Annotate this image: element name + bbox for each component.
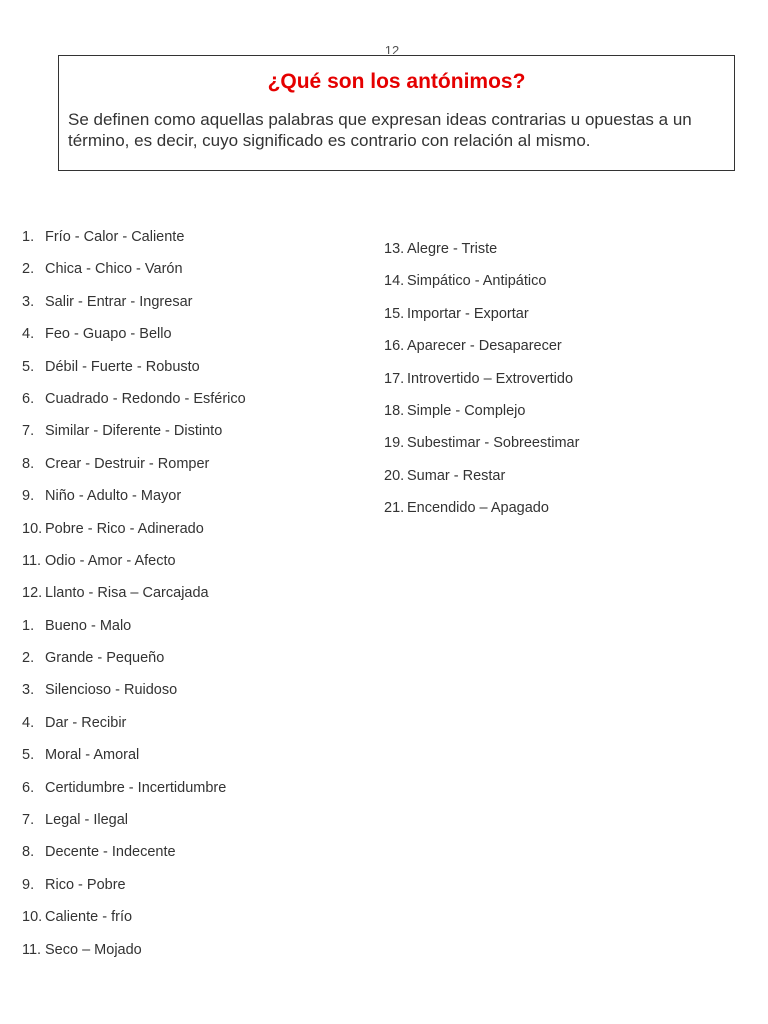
list-item bbox=[22, 326, 246, 358]
list-item bbox=[22, 812, 246, 844]
list-item-number: 3. bbox=[22, 682, 35, 699]
list-item-number: 5. bbox=[22, 358, 35, 375]
list-item-text: Importar - Exportar bbox=[407, 305, 529, 322]
list-item bbox=[22, 747, 246, 779]
list-item-text: Chica - Chico - Varón bbox=[45, 261, 183, 278]
list-item-text: Legal - Ilegal bbox=[45, 812, 129, 829]
antonyms-list-right bbox=[384, 241, 579, 533]
list-item-number: 21. bbox=[384, 500, 405, 517]
page-number: 12 bbox=[384, 44, 400, 54]
list-item bbox=[384, 403, 579, 435]
list-item-number: 14. bbox=[384, 273, 405, 290]
list-item-number: 19. bbox=[384, 435, 405, 452]
list-item-number: 9. bbox=[22, 876, 35, 893]
list-item-number: 8. bbox=[22, 455, 35, 472]
list-item bbox=[22, 488, 246, 520]
list-item-text: Odio - Amor - Afecto bbox=[45, 552, 176, 569]
list-item-text: Dar - Recibir bbox=[45, 714, 127, 731]
list-item-text: Feo - Guapo - Bello bbox=[45, 326, 172, 343]
list-item-text: Decente - Indecente bbox=[45, 844, 176, 861]
list-item bbox=[22, 521, 246, 553]
list-item-number: 6. bbox=[22, 390, 35, 407]
list-item-text: Niño - Adulto - Mayor bbox=[45, 488, 182, 505]
list-item-number: 15. bbox=[384, 305, 405, 322]
list-item-text: Pobre - Rico - Adinerado bbox=[45, 520, 204, 537]
list-item-number: 17. bbox=[384, 370, 405, 387]
list-item-number: 6. bbox=[22, 779, 35, 796]
list-item-number: 4. bbox=[22, 714, 35, 731]
list-item bbox=[22, 391, 246, 423]
list-item-number: 10. bbox=[22, 520, 43, 537]
list-item bbox=[22, 229, 246, 261]
list-item-number: 11. bbox=[22, 552, 42, 569]
list-item bbox=[22, 877, 246, 909]
list-item-text: Alegre - Triste bbox=[407, 241, 498, 257]
list-item-number: 2. bbox=[22, 261, 35, 278]
list-item-text: Moral - Amoral bbox=[45, 747, 140, 764]
list-item bbox=[22, 294, 246, 326]
list-item bbox=[22, 553, 246, 585]
list-item-text: Crear - Destruir - Romper bbox=[45, 455, 210, 472]
list-item-number: 20. bbox=[384, 467, 405, 484]
list-item bbox=[22, 942, 246, 974]
list-item bbox=[22, 359, 246, 391]
list-item-number: 9. bbox=[22, 488, 35, 505]
list-item bbox=[22, 909, 246, 941]
list-item-text: Certidumbre - Incertidumbre bbox=[45, 779, 227, 796]
list-item bbox=[22, 844, 246, 876]
list-item-number: 12. bbox=[22, 585, 43, 602]
list-item-text: Salir - Entrar - Ingresar bbox=[45, 293, 193, 310]
list-item bbox=[384, 371, 579, 403]
list-item-number: 18. bbox=[384, 402, 405, 419]
list-item bbox=[384, 338, 579, 370]
list-item-text: Frío - Calor - Caliente bbox=[45, 229, 185, 245]
list-item bbox=[22, 715, 246, 747]
list-item bbox=[384, 500, 579, 532]
list-item bbox=[22, 423, 246, 455]
list-item-text: Encendido – Apagado bbox=[407, 500, 549, 517]
list-item bbox=[22, 261, 246, 293]
list-item-text: Similar - Diferente - Distinto bbox=[45, 423, 223, 440]
list-item-number: 13. bbox=[384, 241, 405, 257]
list-item bbox=[22, 650, 246, 682]
list-item-text: Llanto - Risa – Carcajada bbox=[45, 585, 209, 602]
list-item-text: Cuadrado - Redondo - Esférico bbox=[45, 390, 246, 407]
antonyms-list-left bbox=[22, 229, 246, 974]
list-item-text: Simple - Complejo bbox=[407, 402, 526, 419]
list-item-number: 1. bbox=[22, 617, 35, 634]
list-item-text: Simpático - Antipático bbox=[407, 273, 547, 290]
definition-text: Se definen como aquellas palabras que expresan ideas contrarias u opuestas a un término, es decir, cuyo significado es contrario con relación al mismo. bbox=[68, 110, 692, 150]
list-item-number: 2. bbox=[22, 650, 35, 667]
list-item bbox=[384, 273, 579, 305]
list-item-text: Caliente - frío bbox=[45, 909, 133, 926]
list-item-number: 10. bbox=[22, 909, 43, 926]
list-item-text: Aparecer - Desaparecer bbox=[407, 338, 562, 355]
list-item bbox=[22, 618, 246, 650]
list-item-number: 5. bbox=[22, 747, 35, 764]
list-item-text: Rico - Pobre bbox=[45, 876, 126, 893]
list-item-text: Débil - Fuerte - Robusto bbox=[45, 358, 200, 375]
list-item bbox=[384, 241, 579, 273]
list-item-text: Silencioso - Ruidoso bbox=[45, 682, 178, 699]
list-item bbox=[22, 585, 246, 617]
list-item-text: Introvertido – Extrovertido bbox=[407, 370, 574, 387]
list-item-number: 4. bbox=[22, 326, 35, 343]
list-item-number: 16. bbox=[384, 338, 405, 355]
list-item-number: 3. bbox=[22, 293, 35, 310]
list-item bbox=[384, 435, 579, 467]
list-item-number: 11. bbox=[22, 941, 42, 958]
definition-box bbox=[58, 55, 735, 171]
list-item-number: 7. bbox=[22, 812, 35, 829]
definition-title: ¿Qué son los antónimos? bbox=[267, 70, 526, 93]
list-item bbox=[22, 780, 246, 812]
list-item-text: Seco – Mojado bbox=[45, 941, 142, 958]
list-item-number: 1. bbox=[22, 229, 35, 245]
list-item-text: Grande - Pequeño bbox=[45, 650, 165, 667]
list-item bbox=[384, 468, 579, 500]
list-item bbox=[22, 682, 246, 714]
list-item bbox=[22, 456, 246, 488]
list-item bbox=[384, 306, 579, 338]
list-item-text: Subestimar - Sobreestimar bbox=[407, 435, 580, 452]
list-item-text: Bueno - Malo bbox=[45, 617, 132, 634]
list-item-number: 7. bbox=[22, 423, 35, 440]
list-item-text: Sumar - Restar bbox=[407, 467, 506, 484]
list-item-number: 8. bbox=[22, 844, 35, 861]
